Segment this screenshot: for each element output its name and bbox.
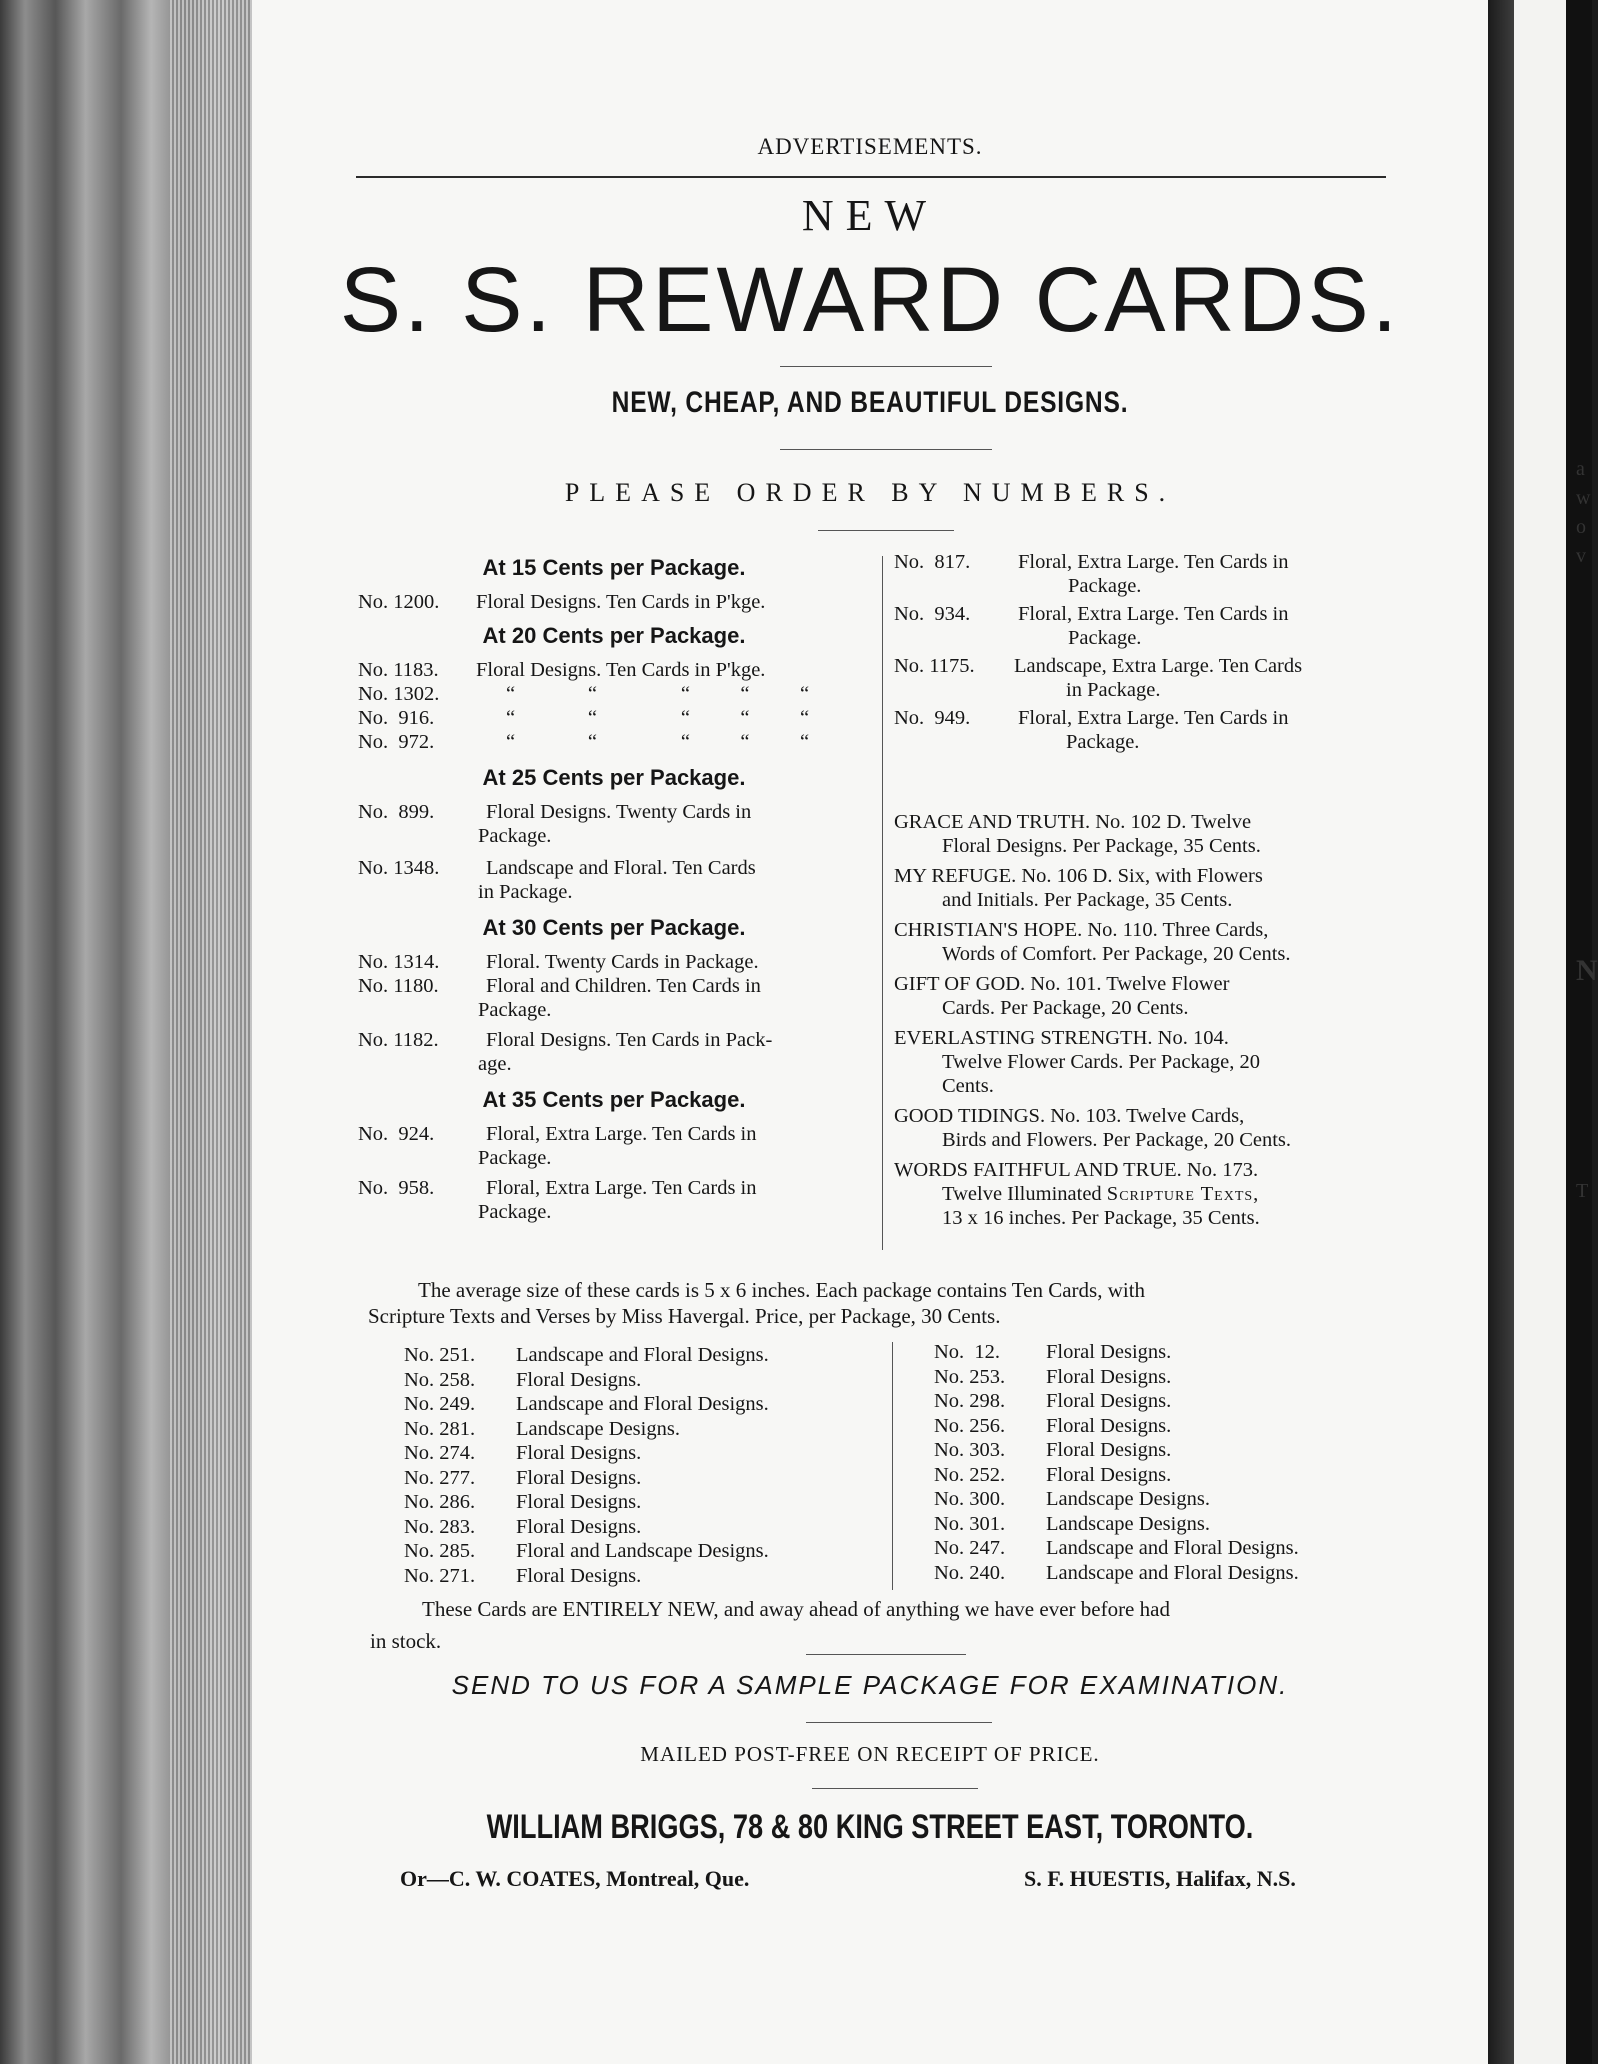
named-set-line: GRACE AND TRUTH. No. 102 D. Twelve	[894, 811, 1252, 833]
running-header: ADVERTISEMENTS.	[757, 134, 983, 159]
card-description: Floral Designs.	[516, 1368, 642, 1391]
subtitle: NEW, CHEAP, AND BEAUTIFUL DESIGNS.	[611, 386, 1129, 419]
page-title: S. S. REWARD CARDS.	[339, 249, 1401, 351]
card-entry	[358, 800, 870, 824]
card-number: No. 924.	[358, 1123, 435, 1145]
named-set-line: MY REFUGE. No. 106 D. Six, with Flowers	[894, 865, 1263, 887]
facing-text-fragment: N	[1576, 954, 1598, 987]
card-description: Floral, Extra Large. Ten Cards in	[1018, 707, 1289, 729]
list-item	[404, 1417, 769, 1442]
list-item	[934, 1536, 1299, 1561]
divider	[812, 1788, 978, 1789]
list-item	[404, 1441, 769, 1466]
named-set-line: 13 x 16 inches. Per Package, 35 Cents.	[942, 1207, 1260, 1229]
card-description: Floral Designs.	[1046, 1341, 1172, 1363]
card-number: No. 252.	[934, 1463, 1006, 1486]
card-number: No. 300.	[934, 1488, 1006, 1510]
card-number: No. 1183.	[358, 659, 439, 681]
card-description: Floral Designs. Twenty Cards in	[486, 801, 752, 823]
divider	[780, 449, 992, 450]
card-description: Floral. Twenty Cards in Package.	[486, 951, 759, 973]
ditto-marks: “ “ “ “ “	[506, 731, 816, 753]
card-description: Floral, Extra Large. Ten Cards in	[1018, 603, 1289, 625]
price-heading-25: At 25 Cents per Package.	[482, 765, 746, 790]
card-entry	[358, 1176, 870, 1200]
divider	[806, 1654, 966, 1655]
list-item	[934, 1487, 1299, 1512]
named-set-line: Floral Designs. Per Package, 35 Cents.	[942, 835, 1261, 857]
card-description: Floral Designs. Ten Cards in P'kge.	[476, 659, 766, 681]
card-description-cont: Package.	[1068, 575, 1142, 597]
entirely-new-note: These Cards are ENTIRELY NEW, and away ahead of anything we have ever before had	[422, 1597, 1170, 1621]
named-set	[894, 1158, 1414, 1230]
card-description: Landscape and Floral Designs.	[516, 1393, 769, 1415]
named-set-line	[894, 1182, 1414, 1206]
facing-page-edge	[1566, 0, 1592, 2064]
card-description: Floral Designs.	[1046, 1463, 1172, 1486]
card-number: No. 972.	[358, 731, 435, 753]
named-set-line: Cents.	[942, 1075, 994, 1097]
card-entry	[358, 1028, 870, 1052]
new-heading: NEW	[801, 191, 939, 240]
facing-text-fragment: T	[1576, 1180, 1589, 1202]
divider	[780, 366, 992, 367]
column-divider	[882, 556, 883, 1250]
price-heading-30: At 30 Cents per Package.	[482, 915, 746, 940]
card-description: Floral Designs.	[1046, 1439, 1172, 1461]
agent-coates: Or—C. W. COATES, Montreal, Que.	[400, 1866, 750, 1891]
sample-package-note: SEND TO US FOR A SAMPLE PACKAGE FOR EXAMINATION.	[451, 1670, 1289, 1700]
card-number: No. 949.	[894, 707, 971, 729]
named-set-line: Words of Comfort. Per Package, 20 Cents.	[942, 943, 1291, 965]
named-set-text: Twelve Illuminated	[942, 1183, 1107, 1205]
list-item	[404, 1564, 769, 1589]
card-description: Landscape and Floral Designs.	[1046, 1537, 1299, 1559]
card-number: No. 253.	[934, 1365, 1006, 1388]
card-description-cont: age.	[478, 1053, 512, 1075]
card-description: Landscape Designs.	[1046, 1488, 1210, 1510]
facing-text-fragment: o	[1576, 516, 1586, 538]
named-set-line: CHRISTIAN'S HOPE. No. 110. Three Cards,	[894, 919, 1269, 941]
price-list-right	[894, 550, 1414, 1230]
agent-huestis: S. F. HUESTIS, Halifax, N.S.	[1024, 1866, 1296, 1891]
named-set	[894, 972, 1414, 1020]
named-set	[894, 1104, 1414, 1152]
card-description-cont: Package.	[478, 1147, 552, 1169]
card-description: Landscape, Extra Large. Ten Cards	[1014, 655, 1303, 677]
card-number: No. 1314.	[358, 951, 440, 973]
card-description: Floral Designs.	[516, 1491, 642, 1513]
card-entry	[358, 706, 870, 730]
list-item	[934, 1389, 1299, 1414]
card-entry	[358, 1122, 870, 1146]
named-set-line: Cards. Per Package, 20 Cents.	[942, 997, 1189, 1019]
publisher-address: WILLIAM BRIGGS, 78 & 80 KING STREET EAST, TORONTO.	[486, 1808, 1254, 1846]
card-description-cont: in Package.	[478, 881, 573, 903]
card-description-cont: Package.	[478, 999, 552, 1021]
card-number: No. 934.	[894, 603, 971, 625]
card-number: No. 1200.	[358, 591, 440, 613]
card-description: Landscape Designs.	[1046, 1512, 1210, 1535]
list-item	[934, 1340, 1299, 1365]
list-item	[934, 1463, 1299, 1488]
card-description: Floral Designs. Ten Cards in Pack-	[486, 1029, 773, 1051]
card-number: No. 916.	[358, 707, 435, 729]
card-entry	[358, 590, 870, 614]
card-number: No. 286.	[404, 1491, 476, 1513]
named-set-line: Twelve Flower Cards. Per Package, 20	[942, 1051, 1260, 1073]
card-number: No. 285.	[404, 1540, 476, 1562]
card-entry	[358, 974, 870, 998]
card-number: No. 251.	[404, 1344, 476, 1366]
card-description: Floral and Landscape Designs.	[516, 1540, 769, 1562]
card-number: No. 301.	[934, 1512, 1006, 1535]
list-item	[934, 1561, 1299, 1586]
card-entry	[894, 654, 1414, 678]
card-number: No. 12.	[934, 1341, 1001, 1363]
card-description: Floral Designs.	[516, 1442, 642, 1464]
named-set-line: EVERLASTING STRENGTH. No. 104.	[894, 1027, 1229, 1049]
named-set-line: and Initials. Per Package, 35 Cents.	[942, 889, 1233, 911]
card-number: No. 240.	[934, 1561, 1006, 1584]
card-entry	[358, 950, 870, 974]
card-description: Floral Designs.	[1046, 1414, 1172, 1437]
card-description: Floral Designs.	[516, 1515, 642, 1538]
card-description-cont: Package.	[478, 1201, 552, 1223]
list-item	[404, 1368, 769, 1393]
havergal-intro-cont: Scripture Texts and Verses by Miss Havergal. Price, per Package, 30 Cents.	[368, 1304, 1001, 1328]
list-item	[934, 1365, 1299, 1390]
list-item	[404, 1343, 769, 1368]
card-number: No. 271.	[404, 1564, 476, 1587]
card-description-cont: Package.	[1068, 627, 1142, 649]
card-number: No. 247.	[934, 1537, 1006, 1559]
named-set	[894, 918, 1414, 966]
named-set	[894, 1026, 1414, 1098]
card-description-cont: Package.	[1066, 731, 1140, 753]
divider	[818, 530, 954, 531]
list-item	[404, 1515, 769, 1540]
divider	[806, 1722, 992, 1723]
card-number: No. 281.	[404, 1417, 476, 1440]
card-description: Floral Designs. Ten Cards in P'kge.	[476, 591, 766, 613]
card-entry	[894, 602, 1414, 626]
page-edges	[170, 0, 252, 2064]
havergal-list-left	[404, 1343, 769, 1588]
card-entry	[894, 706, 1414, 730]
ditto-marks: “ “ “ “ “	[506, 683, 816, 705]
card-number: No. 817.	[894, 551, 971, 573]
card-entry	[358, 730, 870, 754]
list-item	[404, 1490, 769, 1515]
list-item	[934, 1438, 1299, 1463]
card-entry	[358, 682, 870, 706]
facing-page-gutter	[1488, 0, 1514, 2064]
named-set-line: GOOD TIDINGS. No. 103. Twelve Cards,	[894, 1105, 1245, 1127]
card-number: No. 258.	[404, 1368, 476, 1391]
card-number: No. 1182.	[358, 1029, 439, 1051]
card-description: Floral, Extra Large. Ten Cards in	[486, 1177, 757, 1199]
card-number: No. 1175.	[894, 655, 975, 677]
card-description: Landscape and Floral. Ten Cards	[486, 857, 756, 879]
named-set-line: Birds and Flowers. Per Package, 20 Cents.	[942, 1129, 1292, 1151]
card-description: Floral Designs.	[516, 1466, 642, 1489]
facing-text-fragment: a	[1576, 458, 1585, 480]
named-set	[894, 864, 1414, 912]
havergal-list-right	[934, 1340, 1299, 1585]
card-description: Floral, Extra Large. Ten Cards in	[486, 1123, 757, 1145]
card-number: No. 274.	[404, 1442, 476, 1464]
card-number: No. 958.	[358, 1177, 435, 1199]
card-number: No. 303.	[934, 1439, 1006, 1461]
card-description-cont: in Package.	[1066, 679, 1161, 701]
facing-text-fragment: w	[1576, 487, 1591, 509]
card-entry	[358, 658, 870, 682]
card-description: Floral Designs.	[1046, 1365, 1172, 1388]
card-description: Floral, Extra Large. Ten Cards in	[1018, 551, 1289, 573]
card-description: Floral Designs.	[1046, 1390, 1172, 1412]
price-heading-35: At 35 Cents per Package.	[482, 1087, 746, 1112]
header-rule	[356, 176, 1386, 178]
card-number: No. 1180.	[358, 975, 439, 997]
named-set	[894, 810, 1414, 858]
card-number: No. 899.	[358, 801, 435, 823]
card-number: No. 1348.	[358, 857, 440, 879]
named-set-smallcaps: Scripture Texts,	[1106, 1183, 1260, 1205]
list-item	[404, 1392, 769, 1417]
named-set-line: GIFT OF GOD. No. 101. Twelve Flower	[894, 973, 1230, 995]
list-item	[404, 1539, 769, 1564]
card-number: No. 249.	[404, 1393, 476, 1415]
named-set-line: WORDS FAITHFUL AND TRUE. No. 173.	[894, 1159, 1259, 1181]
entirely-new-note-cont: in stock.	[370, 1629, 442, 1653]
card-description: Landscape Designs.	[516, 1417, 680, 1440]
price-list-left	[358, 556, 870, 1224]
card-description: Floral and Children. Ten Cards in	[486, 975, 761, 997]
card-description: Landscape and Floral Designs.	[516, 1344, 769, 1366]
list-item	[404, 1466, 769, 1491]
price-heading-20: At 20 Cents per Package.	[482, 623, 746, 648]
card-description-cont: Package.	[478, 825, 552, 847]
havergal-intro: The average size of these cards is 5 x 6 inches. Each package contains Ten Cards, with	[418, 1278, 1146, 1302]
mailed-note: MAILED POST-FREE ON RECEIPT OF PRICE.	[640, 1742, 1100, 1766]
list-item	[934, 1414, 1299, 1439]
card-description: Landscape and Floral Designs.	[1046, 1561, 1299, 1584]
card-description: Floral Designs.	[516, 1564, 642, 1587]
card-number: No. 283.	[404, 1515, 476, 1538]
card-number: No. 277.	[404, 1466, 476, 1489]
card-number: No. 298.	[934, 1390, 1006, 1412]
card-entry	[894, 550, 1414, 574]
card-number: No. 256.	[934, 1414, 1006, 1437]
price-heading-15: At 15 Cents per Package.	[482, 555, 746, 580]
order-instruction: PLEASE ORDER BY NUMBERS.	[564, 478, 1176, 507]
list-divider	[892, 1342, 893, 1590]
ditto-marks: “ “ “ “ “	[506, 707, 816, 729]
card-number: No. 1302.	[358, 683, 440, 705]
card-entry	[358, 856, 870, 880]
facing-text-fragment: v	[1576, 545, 1586, 567]
list-item	[934, 1512, 1299, 1537]
